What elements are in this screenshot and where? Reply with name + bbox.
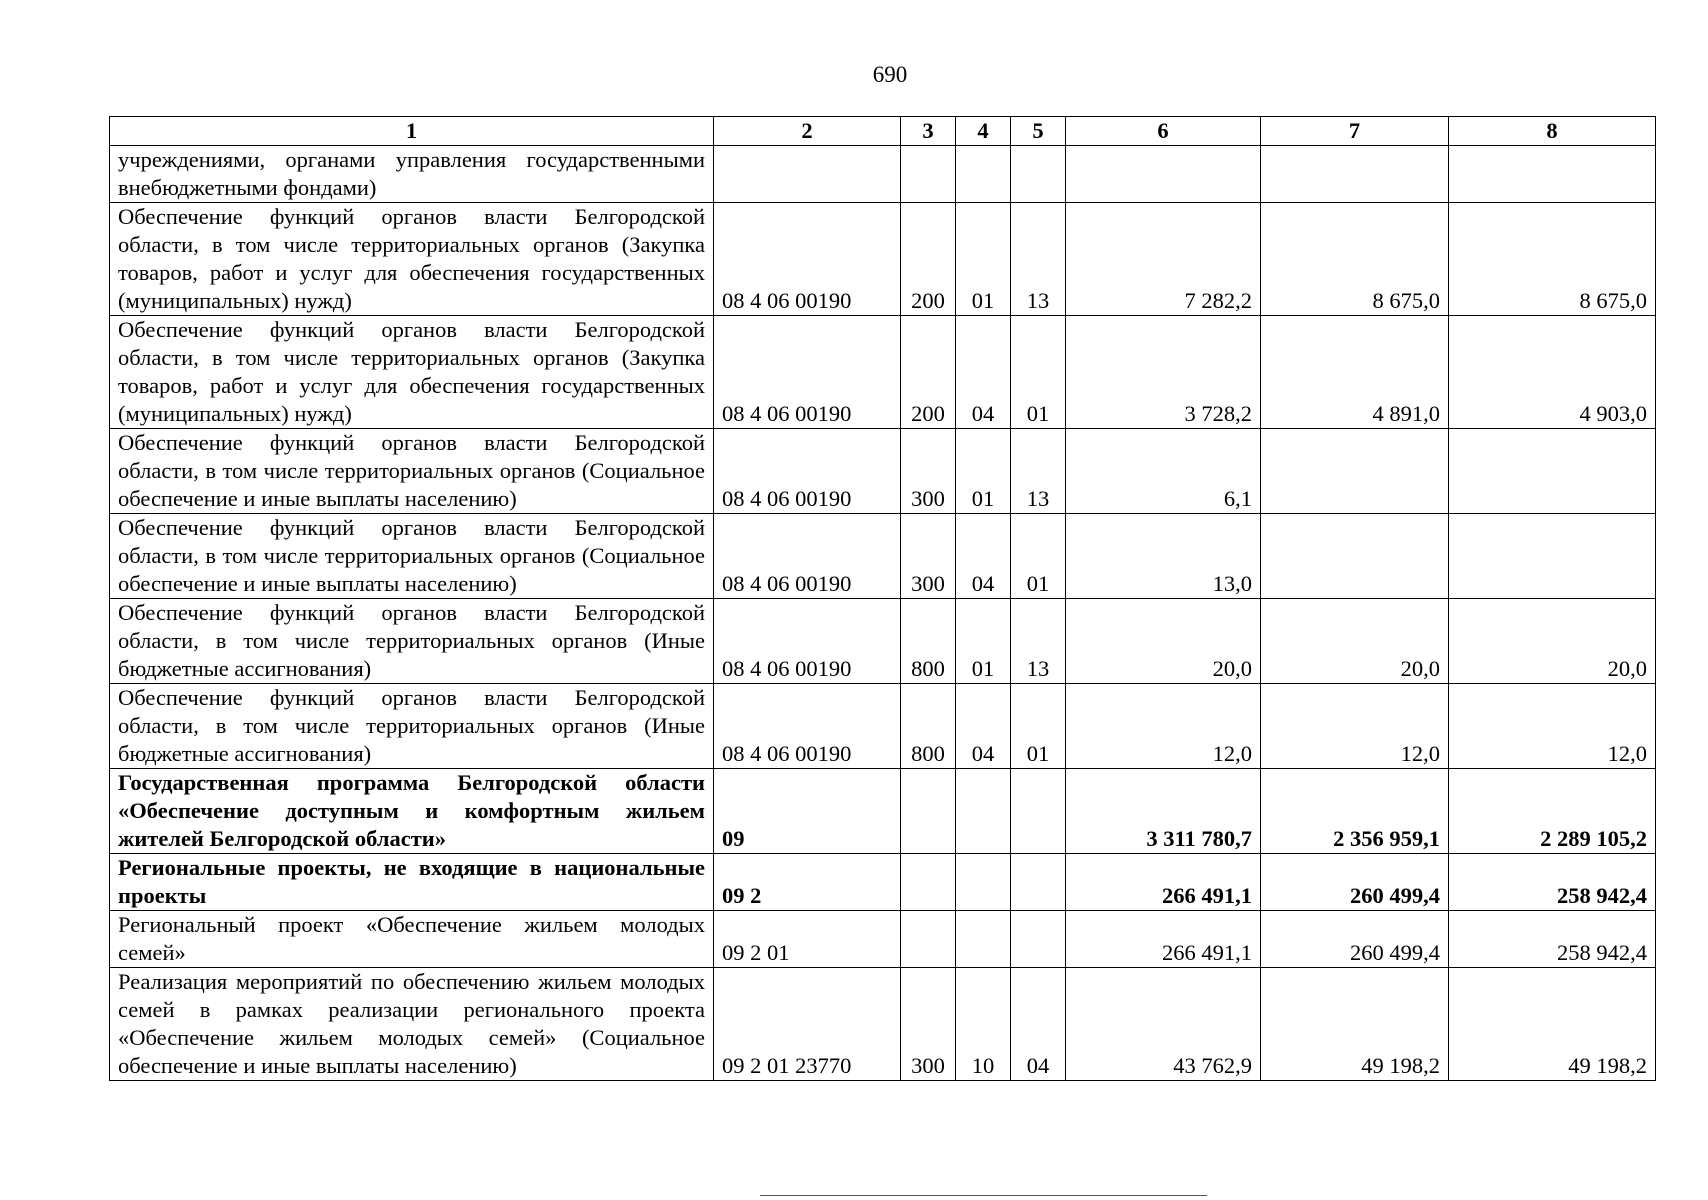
row-col-7: 260 499,4 (1261, 854, 1449, 911)
row-description: Реализация мероприятий по обеспечению жильем молодых семей в рамках реализации регионального проекта «Обеспечение жильем молодых семей» (Социальное обеспечение и иные выплаты населению) (110, 968, 714, 1081)
header-cell: 8 (1449, 117, 1656, 146)
row-code: 08 4 06 00190 (714, 316, 901, 429)
row-col-3: 300 (901, 429, 956, 514)
row-col-3: 800 (901, 684, 956, 769)
row-col-4 (956, 854, 1011, 911)
row-col-5: 01 (1011, 684, 1066, 769)
row-col-6 (1066, 146, 1261, 203)
table-row (110, 316, 1656, 429)
row-col-4: 10 (956, 968, 1011, 1081)
table-row (110, 429, 1656, 514)
row-code: 08 4 06 00190 (714, 514, 901, 599)
table-row (110, 146, 1656, 203)
row-description: Государственная программа Белгородской области «Обеспечение доступным и комфортным жильем жителей Белгородской области» (110, 769, 714, 854)
row-col-5: 13 (1011, 429, 1066, 514)
row-col-7: 8 675,0 (1261, 203, 1449, 316)
row-col-5: 04 (1011, 968, 1066, 1081)
row-col-8: 258 942,4 (1449, 854, 1656, 911)
row-col-4 (956, 146, 1011, 203)
header-cell: 5 (1011, 117, 1066, 146)
budget-table (109, 116, 1656, 1081)
table-row (110, 203, 1656, 316)
row-col-7: 12,0 (1261, 684, 1449, 769)
row-col-6: 266 491,1 (1066, 854, 1261, 911)
row-col-7: 2 356 959,1 (1261, 769, 1449, 854)
row-col-5 (1011, 854, 1066, 911)
row-col-8: 12,0 (1449, 684, 1656, 769)
row-description: Обеспечение функций органов власти Белгородской области, в том числе территориальных органов (Закупка товаров, работ и услуг для обеспечения государственных (муниципальных) нужд) (110, 203, 714, 316)
row-col-5: 01 (1011, 514, 1066, 599)
row-col-7: 4 891,0 (1261, 316, 1449, 429)
header-row (110, 117, 1656, 146)
row-col-8: 8 675,0 (1449, 203, 1656, 316)
row-col-3 (901, 146, 956, 203)
header-cell: 4 (956, 117, 1011, 146)
row-col-4 (956, 769, 1011, 854)
row-col-7: 20,0 (1261, 599, 1449, 684)
header-cell: 1 (110, 117, 714, 146)
row-col-3 (901, 854, 956, 911)
row-col-4: 01 (956, 599, 1011, 684)
table-row (110, 911, 1656, 968)
table-body (110, 117, 1656, 1081)
row-col-8: 2 289 105,2 (1449, 769, 1656, 854)
row-col-5: 01 (1011, 316, 1066, 429)
row-col-7 (1261, 429, 1449, 514)
row-description: Региональный проект «Обеспечение жильем молодых семей» (110, 911, 714, 968)
row-col-6: 7 282,2 (1066, 203, 1261, 316)
row-code: 09 (714, 769, 901, 854)
row-col-5: 13 (1011, 599, 1066, 684)
row-col-3: 300 (901, 968, 956, 1081)
page-number: 690 (872, 62, 908, 87)
row-col-4: 04 (956, 684, 1011, 769)
row-col-6: 20,0 (1066, 599, 1261, 684)
footer-divider (760, 1195, 1207, 1196)
row-col-8 (1449, 146, 1656, 203)
row-col-3: 300 (901, 514, 956, 599)
row-code: 08 4 06 00190 (714, 599, 901, 684)
row-col-7 (1261, 146, 1449, 203)
row-col-6: 6,1 (1066, 429, 1261, 514)
row-col-6: 3 728,2 (1066, 316, 1261, 429)
header-cell: 3 (901, 117, 956, 146)
row-col-3: 800 (901, 599, 956, 684)
row-col-6: 3 311 780,7 (1066, 769, 1261, 854)
header-cell: 6 (1066, 117, 1261, 146)
row-description: Обеспечение функций органов власти Белгородской области, в том числе территориальных органов (Закупка товаров, работ и услуг для обеспечения государственных (муниципальных) нужд) (110, 316, 714, 429)
row-col-8: 20,0 (1449, 599, 1656, 684)
row-col-3 (901, 769, 956, 854)
row-col-4: 04 (956, 316, 1011, 429)
header-cell: 2 (714, 117, 901, 146)
row-description: Региональные проекты, не входящие в национальные проекты (110, 854, 714, 911)
row-col-4: 01 (956, 203, 1011, 316)
row-col-5 (1011, 146, 1066, 203)
row-col-4 (956, 911, 1011, 968)
row-col-4: 04 (956, 514, 1011, 599)
row-col-3: 200 (901, 203, 956, 316)
row-code (714, 146, 901, 203)
row-col-7 (1261, 514, 1449, 599)
row-code: 09 2 (714, 854, 901, 911)
row-col-8: 49 198,2 (1449, 968, 1656, 1081)
row-col-3 (901, 911, 956, 968)
row-description: Обеспечение функций органов власти Белгородской области, в том числе территориальных органов (Иные бюджетные ассигнования) (110, 684, 714, 769)
row-col-8 (1449, 514, 1656, 599)
row-code: 08 4 06 00190 (714, 429, 901, 514)
row-code: 08 4 06 00190 (714, 684, 901, 769)
row-col-8 (1449, 429, 1656, 514)
row-code: 09 2 01 23770 (714, 968, 901, 1081)
row-col-5: 13 (1011, 203, 1066, 316)
row-col-6: 13,0 (1066, 514, 1261, 599)
table-row (110, 684, 1656, 769)
row-col-6: 266 491,1 (1066, 911, 1261, 968)
row-col-3: 200 (901, 316, 956, 429)
table-row (110, 599, 1656, 684)
row-description: Обеспечение функций органов власти Белгородской области, в том числе территориальных органов (Иные бюджетные ассигнования) (110, 599, 714, 684)
table-row (110, 854, 1656, 911)
row-code: 09 2 01 (714, 911, 901, 968)
row-col-5 (1011, 911, 1066, 968)
row-col-4: 01 (956, 429, 1011, 514)
table-row (110, 514, 1656, 599)
row-col-5 (1011, 769, 1066, 854)
row-code: 08 4 06 00190 (714, 203, 901, 316)
row-col-6: 43 762,9 (1066, 968, 1261, 1081)
row-col-6: 12,0 (1066, 684, 1261, 769)
row-description: Обеспечение функций органов власти Белгородской области, в том числе территориальных органов (Социальное обеспечение и иные выплаты населению) (110, 429, 714, 514)
header-cell: 7 (1261, 117, 1449, 146)
row-col-8: 4 903,0 (1449, 316, 1656, 429)
table-row (110, 769, 1656, 854)
row-col-7: 49 198,2 (1261, 968, 1449, 1081)
row-col-7: 260 499,4 (1261, 911, 1449, 968)
row-description: Обеспечение функций органов власти Белгородской области, в том числе территориальных органов (Социальное обеспечение и иные выплаты населению) (110, 514, 714, 599)
table-row (110, 968, 1656, 1081)
row-col-8: 258 942,4 (1449, 911, 1656, 968)
row-description: учреждениями, органами управления государственными внебюджетными фондами) (110, 146, 714, 203)
